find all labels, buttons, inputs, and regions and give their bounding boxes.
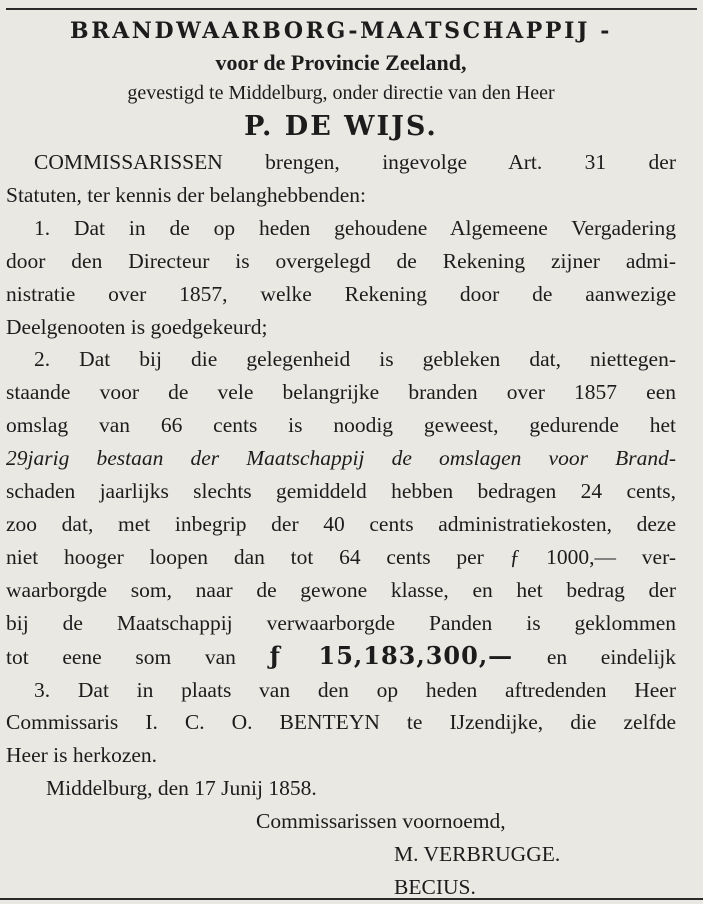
amount-suffix: en eindelijk — [546, 644, 677, 669]
point2-line: 29jarig bestaan der Maatschappij de omslagen voor Brand- — [6, 446, 676, 471]
point2-line: omslag van 66 cents is noodig geweest, gedurende het — [6, 413, 676, 438]
place-date: Middelburg, den 17 Junij 1858. — [46, 776, 317, 801]
point2-line: 2. Dat bij die gelegenheid is gebleken dat, niettegen- — [34, 347, 676, 372]
advertisement — [6, 14, 676, 904]
point3-line: Commissaris I. C. O. BENTEYN te IJzendijke, die zelfde — [6, 710, 676, 735]
point1-line: nistratie over 1857, welke Rekening door de aanwezige — [6, 281, 676, 306]
point2-line: staande voor de vele belangrijke branden over 1857 een — [6, 380, 676, 405]
province-line: voor de Provincie Zeeland, — [215, 50, 467, 75]
point3-line: Heer is herkozen. — [6, 743, 158, 768]
amount-prefix: tot eene som van — [6, 644, 236, 669]
amount-line — [6, 640, 676, 674]
point2-line: bij de Maatschappij verwaarborgde Panden is geklommen — [6, 610, 676, 635]
top-rule — [6, 8, 697, 10]
point3-line: 3. Dat in plaats van den op heden aftredenden Heer — [34, 677, 676, 702]
seat-line: gevestigd te Middelburg, onder directie van den Heer — [127, 82, 555, 104]
company-name: BRANDWAARBORG-MAATSCHAPPIJ - — [70, 18, 612, 44]
point1-line: Deelgenooten is goedgekeurd; — [6, 314, 268, 339]
intro-line: COMMISSARISSEN brengen, ingevolge Art. 31 der — [34, 150, 676, 174]
point2-line: zoo dat, met inbegrip der 40 cents administratiekosten, deze — [6, 511, 676, 536]
signed-by: Commissarissen voornoemd, — [256, 809, 506, 834]
intro-line: Statuten, ter kennis der belanghebbenden: — [6, 182, 367, 207]
point2-line: schaden jaarlijks slechts gemiddeld hebben bedragen 24 cents, — [6, 479, 676, 504]
director-name: P. DE WIJS. — [244, 111, 438, 142]
point1-line: door den Directeur is overgelegd de Rekening zijner admi- — [6, 248, 676, 273]
insured-amount: ƒ 15,183,300,— — [269, 640, 514, 670]
signatory: M. VERBRUGGE. — [394, 842, 561, 867]
signatory: BECIUS. — [394, 874, 476, 899]
point2-line: niet hooger loopen dan tot 64 cents per ƒ 1000,— ver- — [6, 544, 676, 569]
point1-line: 1. Dat in de op heden gehoudene Algemeene Vergadering — [34, 215, 676, 240]
point2-line: waarborgde som, naar de gewone klasse, en het bedrag der — [6, 577, 676, 602]
